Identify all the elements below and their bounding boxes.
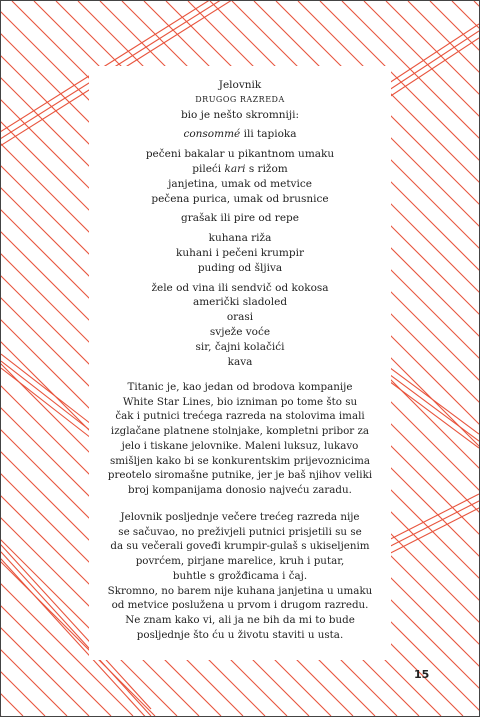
menu-side-item: kuhana riža (208, 232, 272, 245)
menu-main-item: pečena purica, umak od brusnice (151, 192, 329, 205)
paragraph-line: se sačuvao, no preživjeli putnici prisjetili su se (118, 525, 362, 538)
menu-side-item: kuhani i pečeni krumpir (176, 246, 304, 259)
page-number: 15 (414, 668, 430, 681)
paragraph-line: Titanic je, kao jedan od brodova kompanije (127, 381, 353, 393)
curry-name: kari (224, 162, 246, 175)
menu-title: Jelovnik (218, 79, 262, 91)
paragraph-titanic-classes (94, 380, 386, 498)
paragraph-line: čak i putnici trećega razreda na stolovima imali (115, 410, 365, 423)
menu-subtitle: DRUGOG RAZREDA (195, 94, 285, 104)
paragraph-line: preotelo siromašne putnike, jer je baš njihov veliki (107, 469, 373, 482)
menu-curry (89, 162, 391, 177)
menu-dessert-item: orasi (226, 311, 254, 324)
menu-side-item: puding od šljiva (197, 261, 283, 274)
paragraph-line: povrćem, pirjane marelice, kruh i putar, (135, 555, 345, 568)
paragraph-line: buhtle s grožđicama i čaj. (172, 569, 308, 582)
paragraph-line: od metvice poslužena u prvom i drugom razredu. (111, 599, 369, 612)
menu-dessert-item: američki sladoled (192, 296, 288, 309)
paragraph-line: jelo i tiskane jelovnike. Maleni luksuz, lukavo (121, 439, 359, 452)
menu-dessert-item: žele od vina ili sendvič od kokosa (151, 281, 329, 294)
paragraph-line: Skromno, no barem nije kuhana janjetina u umaku (107, 584, 373, 597)
menu-dessert-item: svježe voće (209, 325, 271, 338)
soup-name: consommé (183, 128, 241, 141)
paragraph-line: White Star Lines, bio izniman po tome što su (122, 395, 358, 408)
menu-dessert-item: kava (227, 355, 253, 368)
curry-pre: pileći (192, 162, 225, 175)
paragraph-line: Jelovnik posljednje večere trećeg razreda nije (120, 511, 360, 523)
menu-main-item: janjetina, umak od metvice (168, 177, 312, 190)
paragraph-line: posljednje što ću u životu staviti u usta. (136, 628, 344, 641)
curry-post: s rižom (245, 162, 288, 175)
paragraph-line: smišljen kako bi se konkurentskim prijevoznicima (109, 454, 370, 467)
menu-side-item: grašak ili pire od repe (181, 212, 299, 225)
menu-dessert-item: sir, čajni kolačići (195, 340, 285, 353)
soup-rest: ili tapioka (240, 128, 297, 141)
menu-main-item: pečeni bakalar u pikantnom umaku (145, 148, 335, 161)
paragraph-line: da su večerali goveđi krumpir-gulaš s ukiseljenim (110, 540, 370, 553)
menu-intro: bio je nešto skromniji: (180, 108, 300, 121)
paragraph-line: izglačane platnene stolnjake, kompletni pribor za (110, 425, 370, 438)
paragraph-last-dinner (94, 510, 386, 642)
paragraph-line: Ne znam kako vi, ali ja ne bih da mi to bude (125, 613, 355, 626)
paragraph-line: broj kompanijama donosio najveću zaradu. (128, 483, 352, 496)
menu-listing (89, 78, 391, 369)
menu-soup (89, 127, 391, 142)
